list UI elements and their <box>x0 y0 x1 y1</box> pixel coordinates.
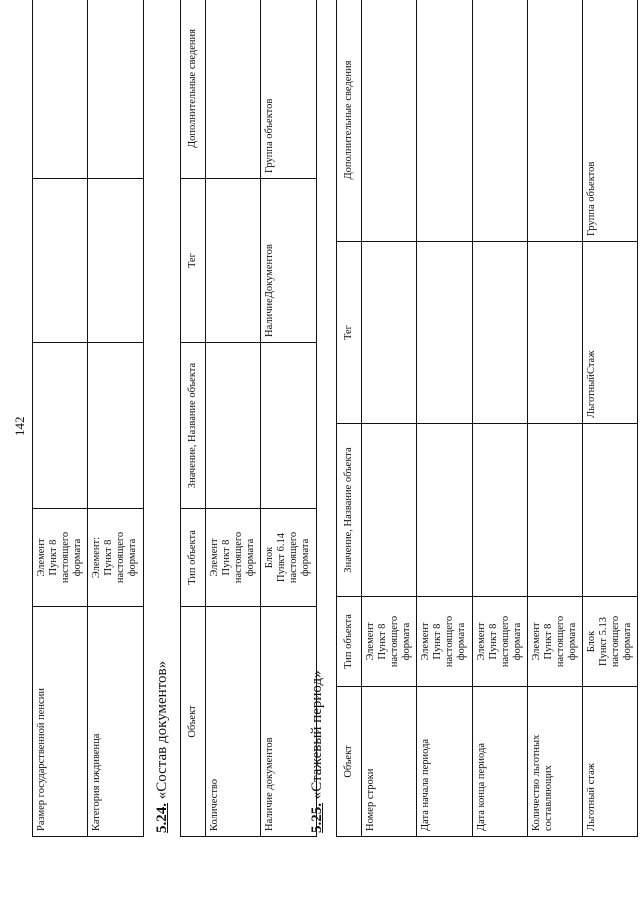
cell-value <box>583 424 638 597</box>
cell-value <box>88 343 143 509</box>
cell-tag <box>417 242 472 424</box>
cell-type: Элемент Пункт 8 настоящего формата <box>206 509 261 607</box>
cell-type: Элемент Пункт 8 настоящего формата <box>417 597 472 687</box>
table-row <box>362 0 417 837</box>
col-header-extra: Дополнительные сведения <box>337 0 362 242</box>
table-row <box>472 0 527 837</box>
cell-tag <box>206 179 261 343</box>
cell-tag <box>33 179 88 343</box>
cell-type: Элемент Пункт 8 настоящего формата <box>527 597 582 687</box>
cell-type: Блок Пункт 6.14 настоящего формата <box>261 509 317 607</box>
cell-type: Элемент: Пункт 8 настоящего формата <box>88 509 143 607</box>
cell-tag <box>88 179 143 343</box>
cell-extra <box>362 0 417 242</box>
cell-value <box>206 343 261 509</box>
cell-tag <box>472 242 527 424</box>
section-title: «Состав документов» <box>154 660 170 800</box>
table-row <box>206 0 261 837</box>
cell-type: Блок Пункт 5.13 настоящего формата <box>583 597 638 687</box>
section-number: 5.25. <box>309 803 325 833</box>
cell-tag: НаличиеДокументов <box>261 179 317 343</box>
section-5-24-table <box>180 0 317 837</box>
cell-type: Элемент Пункт 8 настоящего формата <box>33 509 88 607</box>
cell-value <box>472 424 527 597</box>
cell-object: Количество льготных составляющих <box>527 687 582 837</box>
cell-object: Размер государственной пенсии <box>33 607 88 837</box>
cell-tag <box>362 242 417 424</box>
cell-extra: Группа объектов <box>261 0 317 179</box>
table-row <box>33 0 88 837</box>
col-header-value: Значение, Название объекта <box>337 424 362 597</box>
continuation-table <box>32 0 144 837</box>
col-header-extra: Дополнительные сведения <box>181 0 206 179</box>
col-header-value: Значение, Название объекта <box>181 343 206 509</box>
cell-object: Льготный стаж <box>583 687 638 837</box>
cell-value <box>33 343 88 509</box>
section-heading-5-24 <box>154 661 171 833</box>
cell-extra <box>417 0 472 242</box>
cell-extra <box>206 0 261 179</box>
section-number: 5.24. <box>154 803 170 833</box>
cell-object: Номер строки <box>362 687 417 837</box>
col-header-type: Тип объекта <box>337 597 362 687</box>
section-title: «Стажевый период» <box>309 670 325 800</box>
table-row <box>417 0 472 837</box>
cell-object: Дата начала периода <box>417 687 472 837</box>
cell-type: Элемент Пункт 8 настоящего формата <box>362 597 417 687</box>
cell-value <box>417 424 472 597</box>
cell-object: Наличие документов <box>261 607 317 837</box>
table-row <box>583 0 638 837</box>
table-row <box>527 0 582 837</box>
cell-extra <box>472 0 527 242</box>
col-header-object: Объект <box>181 607 206 837</box>
section-heading-5-25 <box>309 670 326 833</box>
cell-tag: ЛьготныйСтаж <box>583 242 638 424</box>
col-header-type: Тип объекта <box>181 509 206 607</box>
col-header-object: Объект <box>337 687 362 837</box>
cell-extra: Группа объектов <box>583 0 638 242</box>
cell-object: Количество <box>206 607 261 837</box>
cell-extra <box>33 0 88 179</box>
section-5-25-table <box>336 0 638 837</box>
page-number: 142 <box>12 416 27 436</box>
cell-value <box>362 424 417 597</box>
cell-value <box>527 424 582 597</box>
cell-extra <box>88 0 143 179</box>
col-header-tag: Тег <box>181 179 206 343</box>
cell-type: Элемент Пункт 8 настоящего формата <box>472 597 527 687</box>
cell-value <box>261 343 317 509</box>
col-header-tag: Тег <box>337 242 362 424</box>
table-row <box>88 0 143 837</box>
cell-object: Категория иждивенца <box>88 607 143 837</box>
cell-tag <box>527 242 582 424</box>
cell-object: Дата конца периода <box>472 687 527 837</box>
cell-extra <box>527 0 582 242</box>
